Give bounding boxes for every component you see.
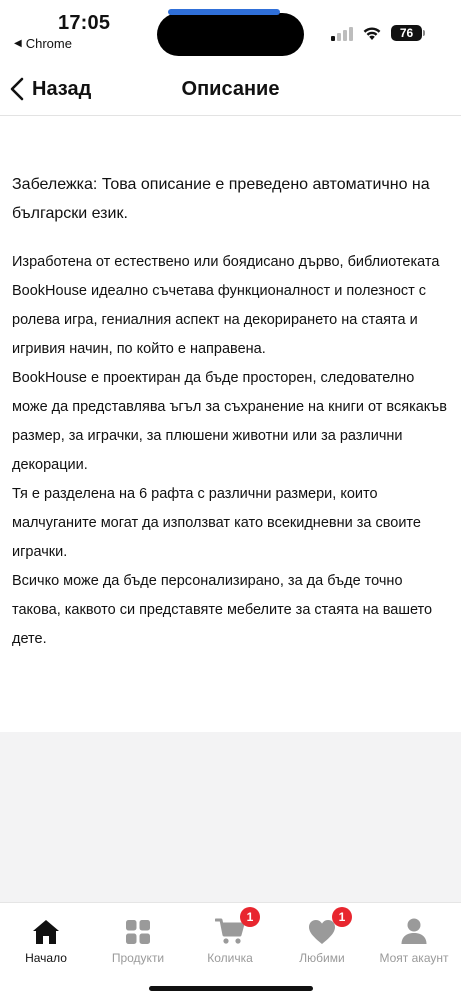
page-title: Описание [181,78,280,100]
home-indicator [149,986,313,991]
tab-home[interactable] [0,917,92,965]
tab-products[interactable] [92,917,184,965]
translation-note: Забележка: Това описание е преведено автоматично на български език. [12,176,430,222]
description-paragraph: Тя е разделена на 6 рафта с различни размери, които малчуганите могат да използват като всекидневни за своите играчки. [12,486,421,560]
battery-tip [423,30,425,36]
status-time: 17:05 [58,12,111,34]
tab-favorites[interactable] [276,910,368,965]
heart-icon [308,919,336,945]
tab-label: Любими [299,951,345,965]
back-to-app-link[interactable] [14,36,72,51]
description-paragraph: BookHouse е проектиран да бъде просторен, следователно може да представлява ъгъл за съхранение на книги от всякакъв размер, за играчки, за плюшени животни или за различни декорации. [12,370,447,473]
grid-icon [125,919,151,945]
back-button-label: Назад [32,77,92,100]
tab-account[interactable] [368,917,460,965]
tab-label: Начало [25,951,67,965]
bottom-tab-bar [0,902,461,999]
user-icon [400,917,428,945]
cart-badge: 1 [240,907,260,927]
description-text [12,248,449,654]
dynamic-island-indicator [168,9,280,15]
description-paragraph: Всичко може да бъде персонализирано, за да бъде точно такова, каквото си представяте мебелите за стаята на вашето дете. [12,573,433,647]
battery-icon: 76 [391,25,422,41]
description-paragraph: Изработена от естествено или боядисано дърво, библиотеката BookHouse идеално съчетава функционалност и полезност с ролева игра, гениалния аспект на декорирането на стаята и игривия начин, по който е направена. [12,254,440,357]
empty-footer-area [0,732,461,902]
tab-label: Количка [207,951,253,965]
status-bar [0,0,461,64]
favorites-badge: 1 [332,907,352,927]
tab-cart[interactable] [184,910,276,965]
tab-label: Продукти [111,951,165,965]
dynamic-island [157,13,304,56]
back-app-label: Chrome [25,36,72,51]
tab-label: Моят акаунт [379,951,449,965]
wifi-icon [362,25,382,46]
home-icon [32,919,60,945]
back-triangle-icon: ◀ [14,38,22,49]
cellular-signal-icon [331,27,353,41]
description-content [0,116,461,732]
nav-header [0,64,461,116]
